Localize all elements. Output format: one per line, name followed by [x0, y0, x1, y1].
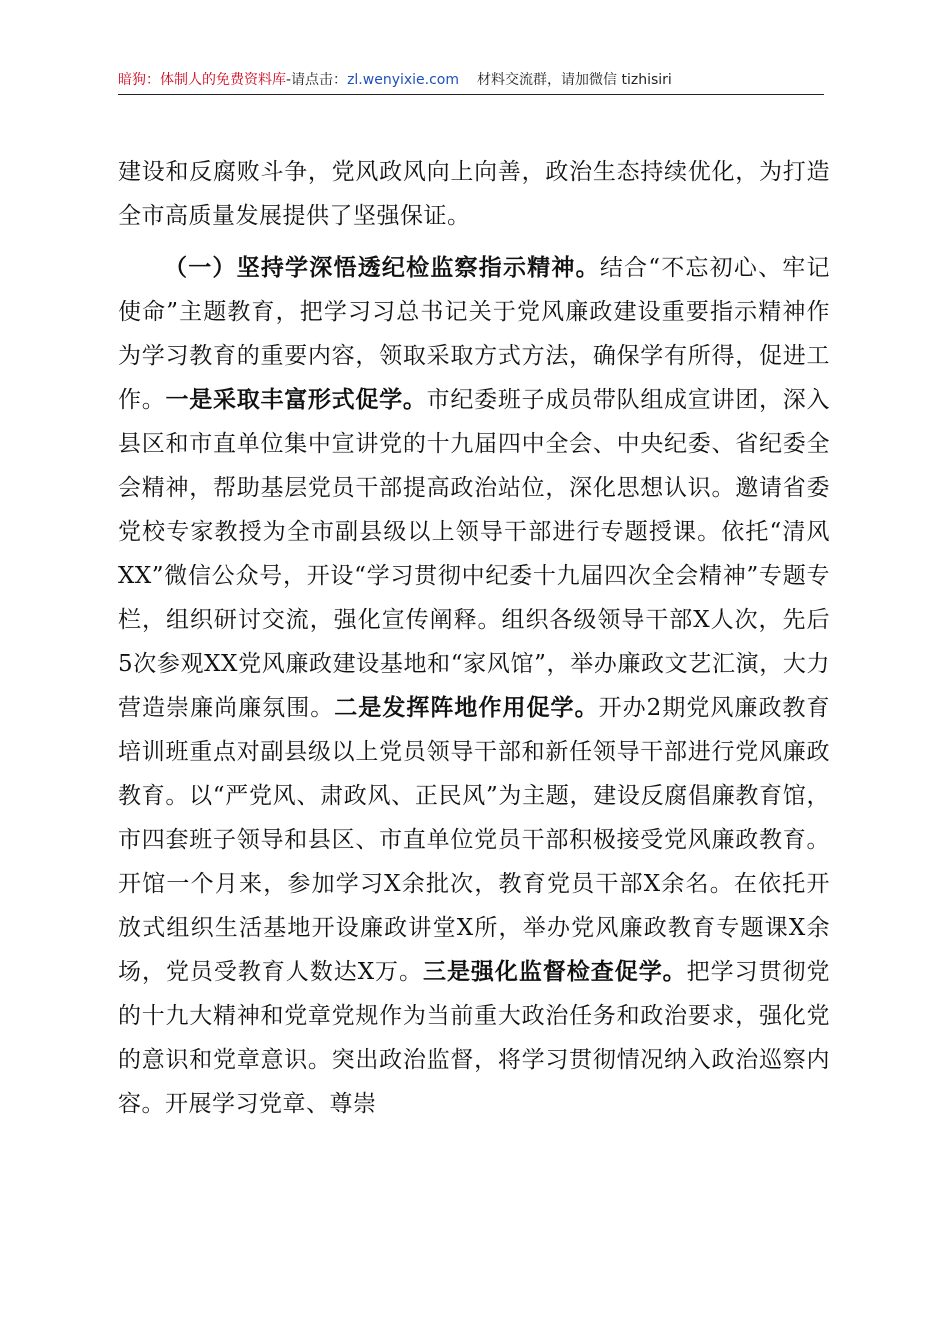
- section-intro: 结合“不忘初心、牢记使命”主题教育，把学习习总书记关于党风廉政建设重要指示精神作为学习教育的重要内容，领取采取方式方法，确保学有所得，促进工作。: [118, 255, 830, 413]
- header-contact: 材料交流群，请加微信 tizhisiri: [477, 72, 672, 88]
- point-one-title: 一是采取丰富形式促学。: [165, 386, 427, 413]
- header-url-link[interactable]: zl.wenyixie.com: [347, 72, 460, 88]
- document-body: [118, 150, 830, 1126]
- section-heading: （一）坚持学深悟透纪检监察指示精神。: [164, 254, 600, 281]
- header-site-name: 暗狗：体制人的免费资料库: [118, 72, 286, 88]
- point-one-text: 市纪委班子成员带队组成宣讲团，深入县区和市直单位集中宣讲党的十九届四中全会、中央纪委、省纪委全会精神，帮助基层党员干部提高政治站位，深化思想认识。邀请省委党校专家教授为全市副县级以上领导干部进行专题授课。依托“清风XX”微信公众号，开设“学习贯彻中纪委十九届四次全会精神”专题专栏，组织研讨交流，强化宣传阐释。组织各级领导干部X人次，先后5次参观XX党风廉政建设基地和“家风馆”，举办廉政文艺汇演，大力营造崇廉尚廉氛围。: [118, 387, 831, 721]
- paragraph-section-one: [118, 246, 830, 1126]
- header-divider: [118, 94, 824, 95]
- point-two-title: 二是发挥阵地作用促学。: [334, 694, 599, 721]
- point-three-title: 三是强化监督检查促学。: [422, 958, 687, 985]
- page-header: [118, 70, 824, 94]
- point-two-text: 开办2期党风廉政教育培训班重点对副县级以上党员领导干部和新任领导干部进行党风廉政教育。以“严党风、肃政风、正民风”为主题，建设反腐倡廉教育馆，市四套班子领导和县区、市直单位党员干部积极接受党风廉政教育。开馆一个月来，参加学习X余批次，教育党员干部X余名。在依托开放式组织生活基地开设廉政讲堂X所，举办党风廉政教育专题课X余场，党员受教育人数达X万。: [118, 695, 831, 985]
- paragraph-continuation: 建设和反腐败斗争，党风政风向上向善，政治生态持续优化，为打造全市高质量发展提供了坚强保证。: [118, 159, 830, 229]
- point-three-text: 把学习贯彻党的十九大精神和党章党规作为当前重大政治任务和政治要求，强化党的意识和党章意识。突出政治监督，将学习贯彻情况纳入政治巡察内容。开展学习党章、尊崇: [118, 959, 831, 1117]
- header-separator: -请点击：: [286, 72, 348, 88]
